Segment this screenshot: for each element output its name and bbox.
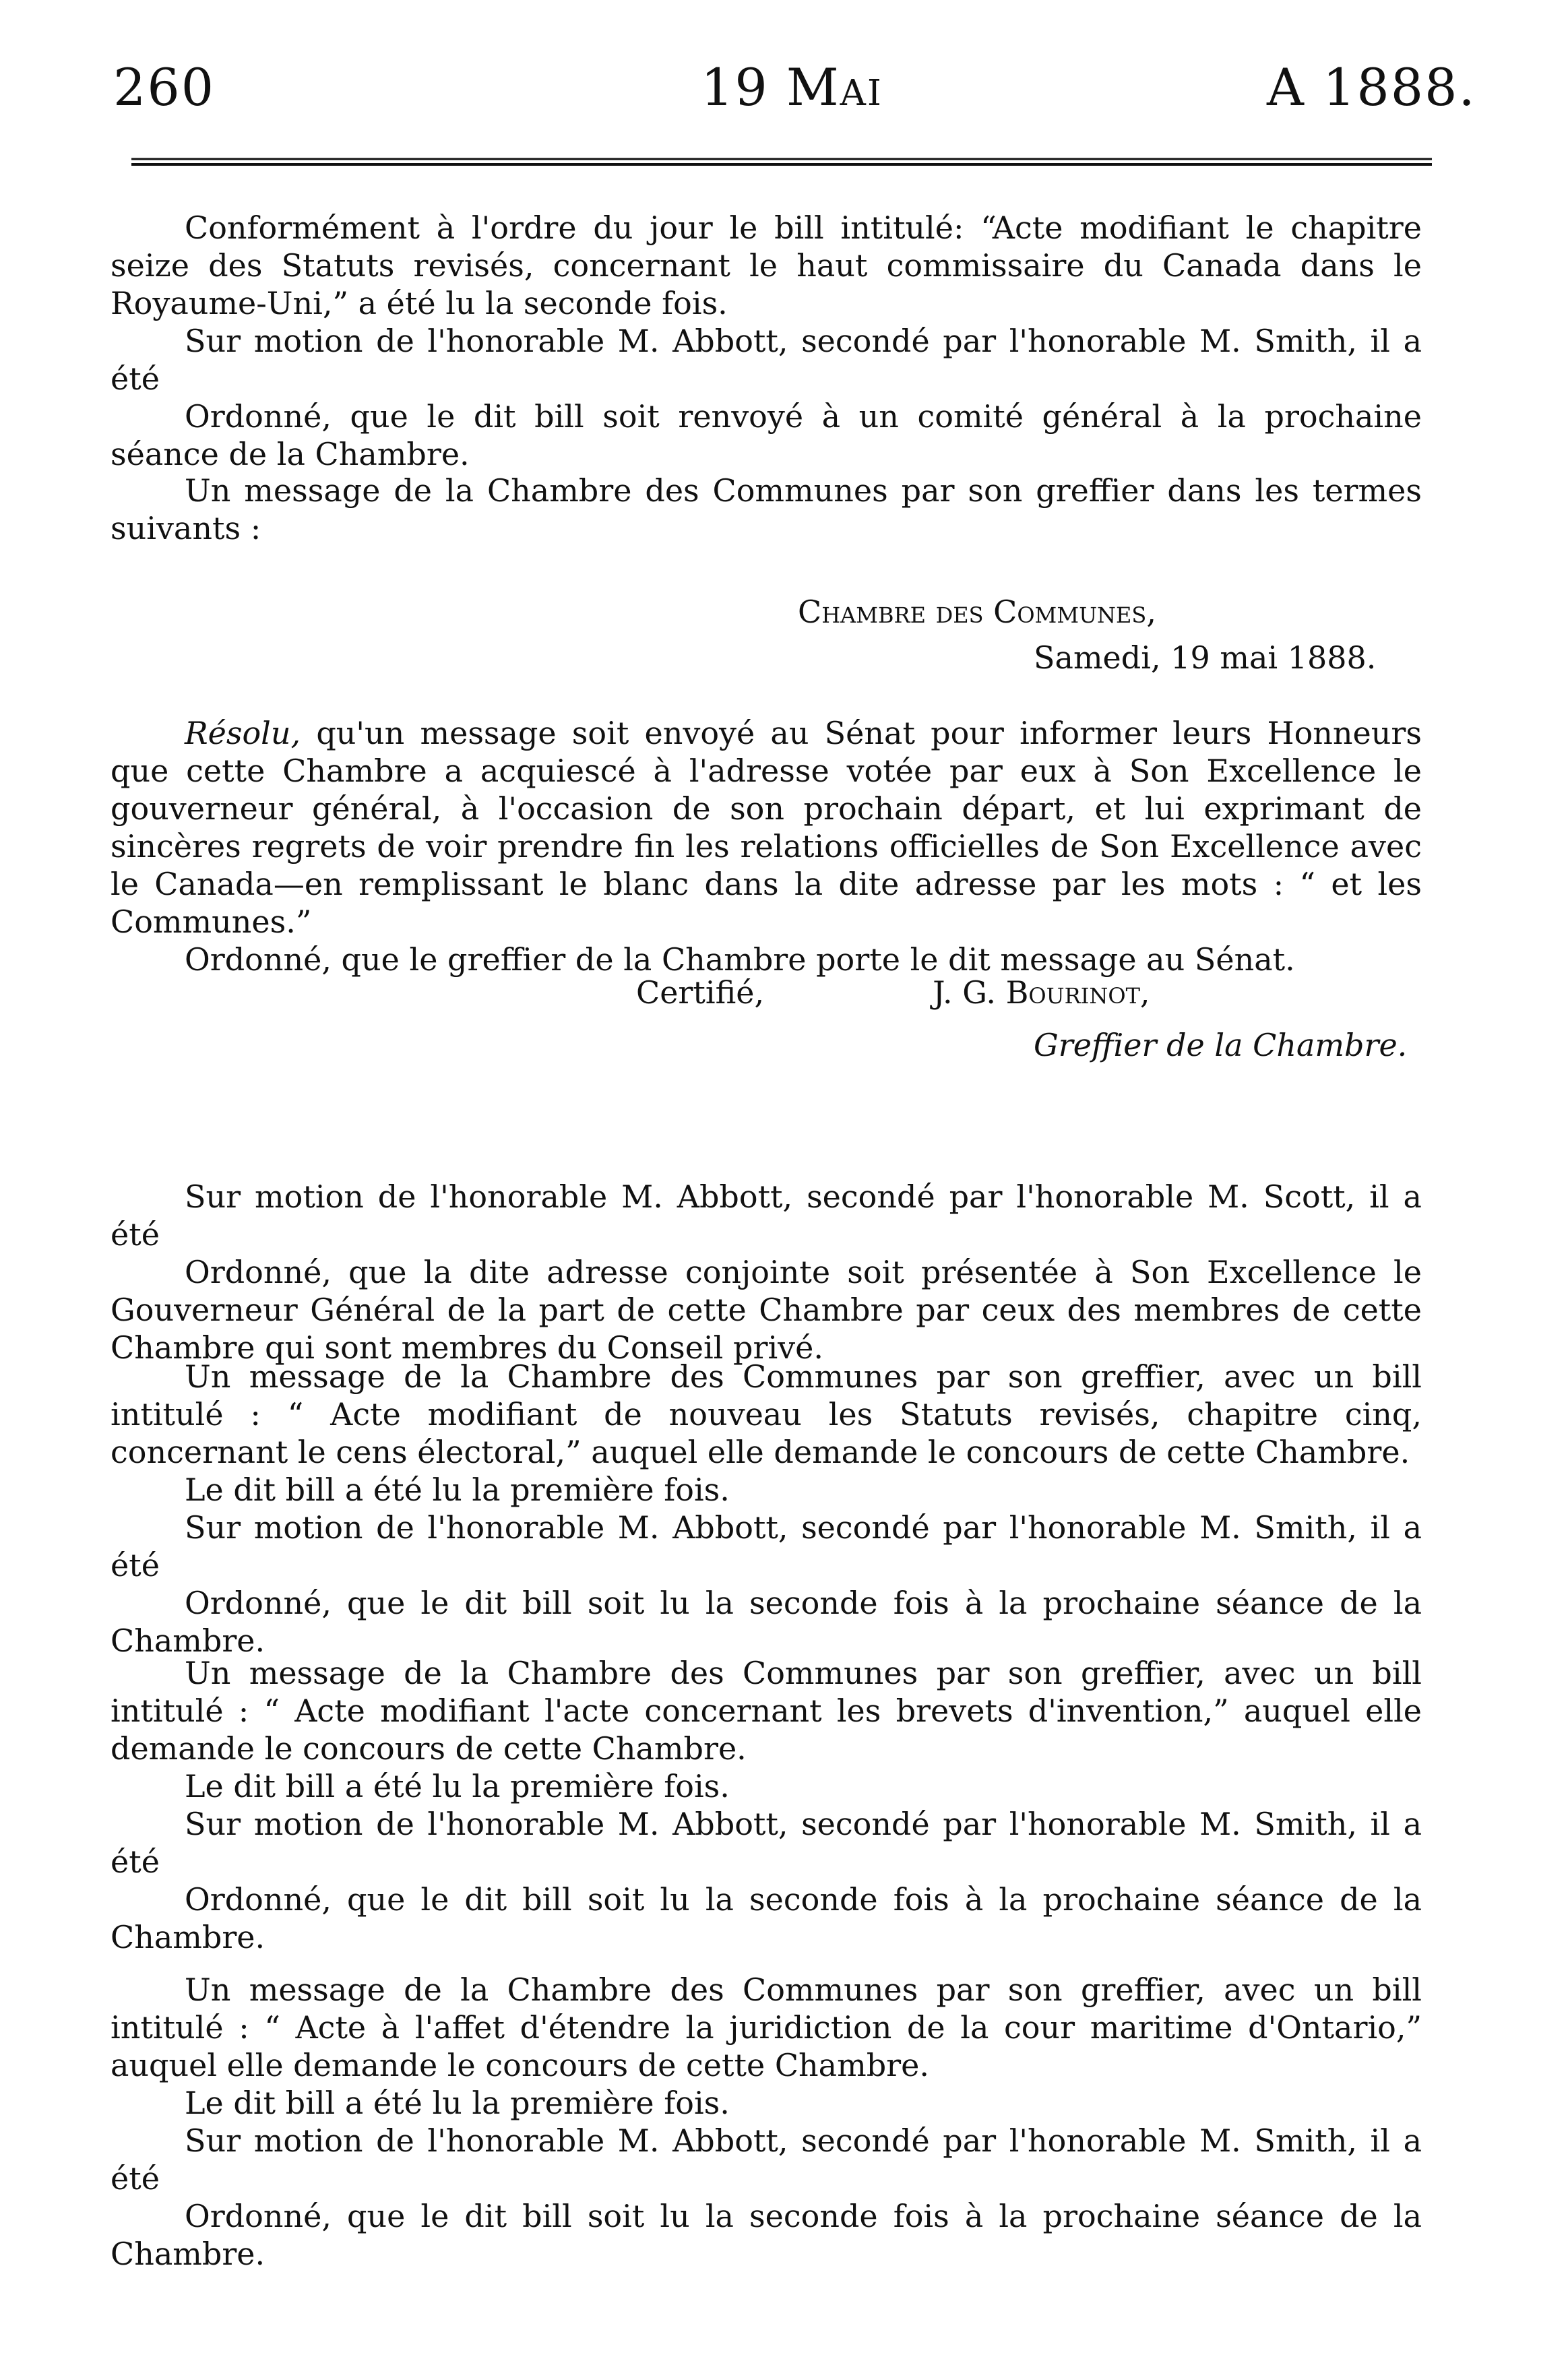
paragraph-ordonne-1: Ordonné, que le dit bill soit renvoyé à un comité général à la prochaine séance de la Chambre. (111, 398, 1422, 472)
signer-name: J. G. Bourinot, (933, 974, 1150, 1011)
message-header (111, 593, 1422, 676)
paragraph-motion-maritime: Sur motion de l'honorable M. Abbott, secondé par l'honorable M. Smith, il a été (111, 2122, 1422, 2197)
paragraph-ordonne-brevets: Ordonné, que le dit bill soit lu la seconde fois à la prochaine séance de la Chambre. (111, 1881, 1422, 1955)
block-resolu (111, 714, 1422, 978)
paragraph-message-maritime: Un message de la Chambre des Communes par son greffier, avec un bill intitulé : “ Acte à l'affet d'étendre la juridiction de la cour maritime d'Ontario,” auquel elle demande le concours de cette Chambre. (111, 1972, 1422, 2083)
paragraph-motion-cens: Sur motion de l'honorable M. Abbott, secondé par l'honorable M. Smith, il a été (111, 1509, 1422, 1583)
paragraph-ordonne-cens: Ordonné, que le dit bill soit lu la seconde fois à la prochaine séance de la Chambre. (111, 1585, 1422, 1659)
paragraph-ordonne-adresse: Ordonné, que la dite adresse conjointe soit présentée à Son Excellence le Gouverneur Général de la part de cette Chambre par ceux des membres de cette Chambre qui sont membres du Conseil privé. (111, 1254, 1422, 1366)
signature-row (111, 974, 1422, 1011)
block-second-reading (111, 209, 1422, 473)
paragraph-message-cens: Un message de la Chambre des Communes par son greffier, avec un bill intitulé : “ Acte modifiant de nouveau les Statuts revisés, chapitre cinq, concernant le cens électoral,” auquel elle demande le concours de cette Chambre. (111, 1358, 1422, 1470)
certifie-label: Certifié, (636, 974, 765, 1011)
paragraph-resolu (111, 714, 1422, 941)
paragraph-motion-1: Sur motion de l'honorable M. Abbott, secondé par l'honorable M. Smith, il a été (111, 323, 1422, 397)
page-number: 260 (113, 57, 216, 117)
resolu-text: qu'un message soit envoyé au Sénat pour informer leurs Honneurs que cette Chambre a acquiescé à l'adresse votée par eux à Son Excellence le gouverneur général, à l'occasion de son prochain départ, et lui exprimant de sincères regrets de voir prendre fin les relations officielles de Son Excellence avec le Canada—en remplissant le blanc dans la dite adresse par les mots : “ et les Communes.” (111, 715, 1422, 940)
block-bill-maritime (111, 1971, 1422, 2273)
message-date: Samedi, 19 mai 1888. (1034, 639, 1377, 676)
signer-title: Greffier de la Chambre. (1034, 1027, 1408, 1063)
signature-block (111, 974, 1422, 1064)
paragraph-first-reading-maritime: Le dit bill a été lu la première fois. (185, 2085, 730, 2121)
paragraph-conformement: Conformément à l'ordre du jour le bill intitulé: “Acte modifiant le chapitre seize des Statuts revisés, concernant le haut commissaire du Canada dans le Royaume-Uni,” a été lu la seconde fois. (111, 210, 1422, 321)
header-date-text: 19 Mai (701, 57, 883, 117)
message-heading: Chambre des Communes, (798, 594, 1156, 630)
paragraph-message-brevets: Un message de la Chambre des Communes par son greffier, avec un bill intitulé : “ Acte modifiant l'acte concernant les brevets d'invention,” auquel elle demande le concours de cette Chambre. (111, 1655, 1422, 1767)
header-year: A 1888. (1267, 57, 1476, 117)
header-rule (131, 155, 1432, 171)
paragraph-motion-scott: Sur motion de l'honorable M. Abbott, secondé par l'honorable M. Scott, il a été (111, 1178, 1422, 1253)
paragraph-ordonne-greffier: Ordonné, que le greffier de la Chambre porte le dit message au Sénat. (185, 941, 1295, 978)
paragraph-first-reading-cens: Le dit bill a été lu la première fois. (185, 1472, 730, 1508)
paragraph-first-reading-brevets: Le dit bill a été lu la première fois. (185, 1768, 730, 1804)
header-date (701, 57, 883, 117)
block-message (111, 472, 1422, 547)
paragraph-motion-brevets: Sur motion de l'honorable M. Abbott, secondé par l'honorable M. Smith, il a été (111, 1806, 1422, 1880)
signer-title-row (111, 1026, 1422, 1064)
block-bill-cens (111, 1358, 1422, 1660)
paragraph-message-intro: Un message de la Chambre des Communes par son greffier dans les termes suivants : (111, 472, 1422, 546)
resolu-word: Résolu, (185, 715, 301, 751)
paragraph-ordonne-maritime: Ordonné, que le dit bill soit lu la seconde fois à la prochaine séance de la Chambre. (111, 2198, 1422, 2272)
block-adresse (111, 1178, 1422, 1366)
block-bill-brevets (111, 1654, 1422, 1956)
